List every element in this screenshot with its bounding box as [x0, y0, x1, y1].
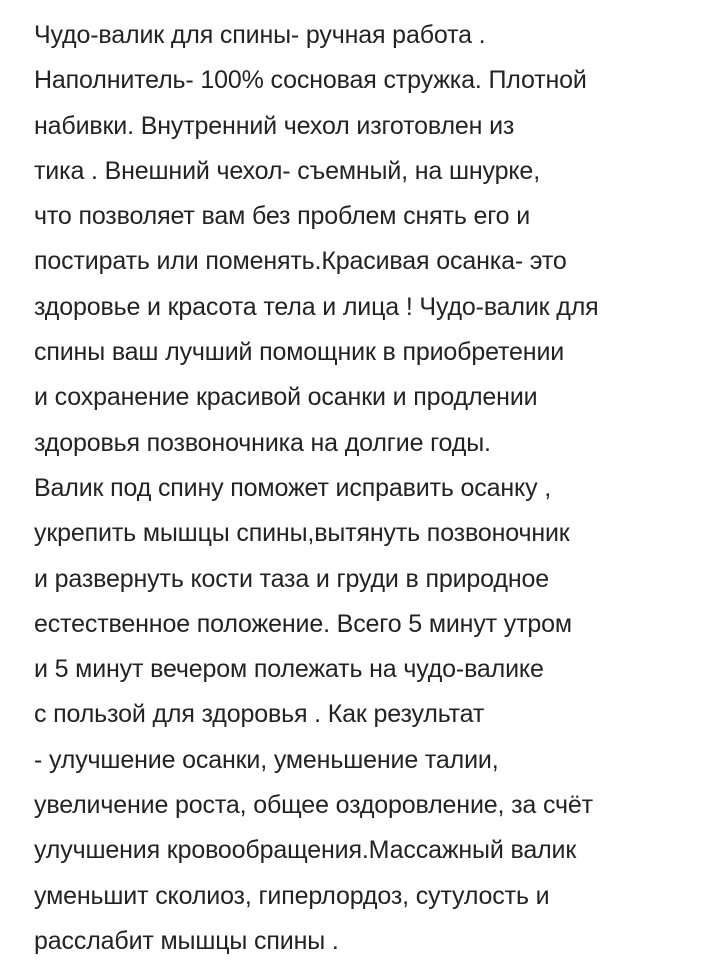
text-line-21: расслабит мышцы спины . [34, 926, 339, 955]
text-line-15: и 5 минут вечером полежать на чудо-валике [34, 655, 544, 684]
text-line-3: набивки. Внутренний чехол изготовлен из [34, 111, 515, 140]
description-text [34, 13, 692, 964]
text-line-6: постирать или поменять.Красивая осанка- это [34, 247, 567, 276]
text-line-9: и сохранение красивой осанки и продлении [34, 383, 538, 412]
text-line-16: с пользой для здоровья . Как результат [34, 700, 485, 729]
text-line-14: естественное положение. Всего 5 минут утром [34, 609, 572, 638]
text-line-17: - улучшение осанки, уменьшение талии, [34, 745, 499, 774]
text-line-11: Валик под спину поможет исправить осанку , [34, 473, 552, 502]
text-line-10: здоровья позвоночника на долгие годы. [34, 428, 491, 457]
text-line-7: здоровье и красота тела и лица ! Чудо-валик для [34, 292, 599, 321]
text-line-12: укрепить мышцы спины,вытянуть позвоночник [34, 519, 570, 548]
text-line-20: уменьшит сколиоз, гиперлордоз, сутулость и [34, 881, 550, 910]
text-line-4: тика . Внешний чехол- съемный, на шнурке, [34, 156, 540, 185]
text-line-18: увеличение роста, общее оздоровление, за счёт [34, 791, 593, 820]
text-line-2: Наполнитель- 100% сосновая стружка. Плотной [34, 66, 587, 95]
text-line-13: и развернуть кости таза и груди в природное [34, 564, 549, 593]
text-line-5: что позволяет вам без проблем снять его и [34, 202, 531, 231]
text-line-19: улучшения кровообращения.Массажный валик [34, 836, 577, 865]
text-line-8: спины ваш лучший помощник в приобретении [34, 338, 565, 367]
text-line-1: Чудо-валик для спины- ручная работа . [34, 21, 486, 49]
